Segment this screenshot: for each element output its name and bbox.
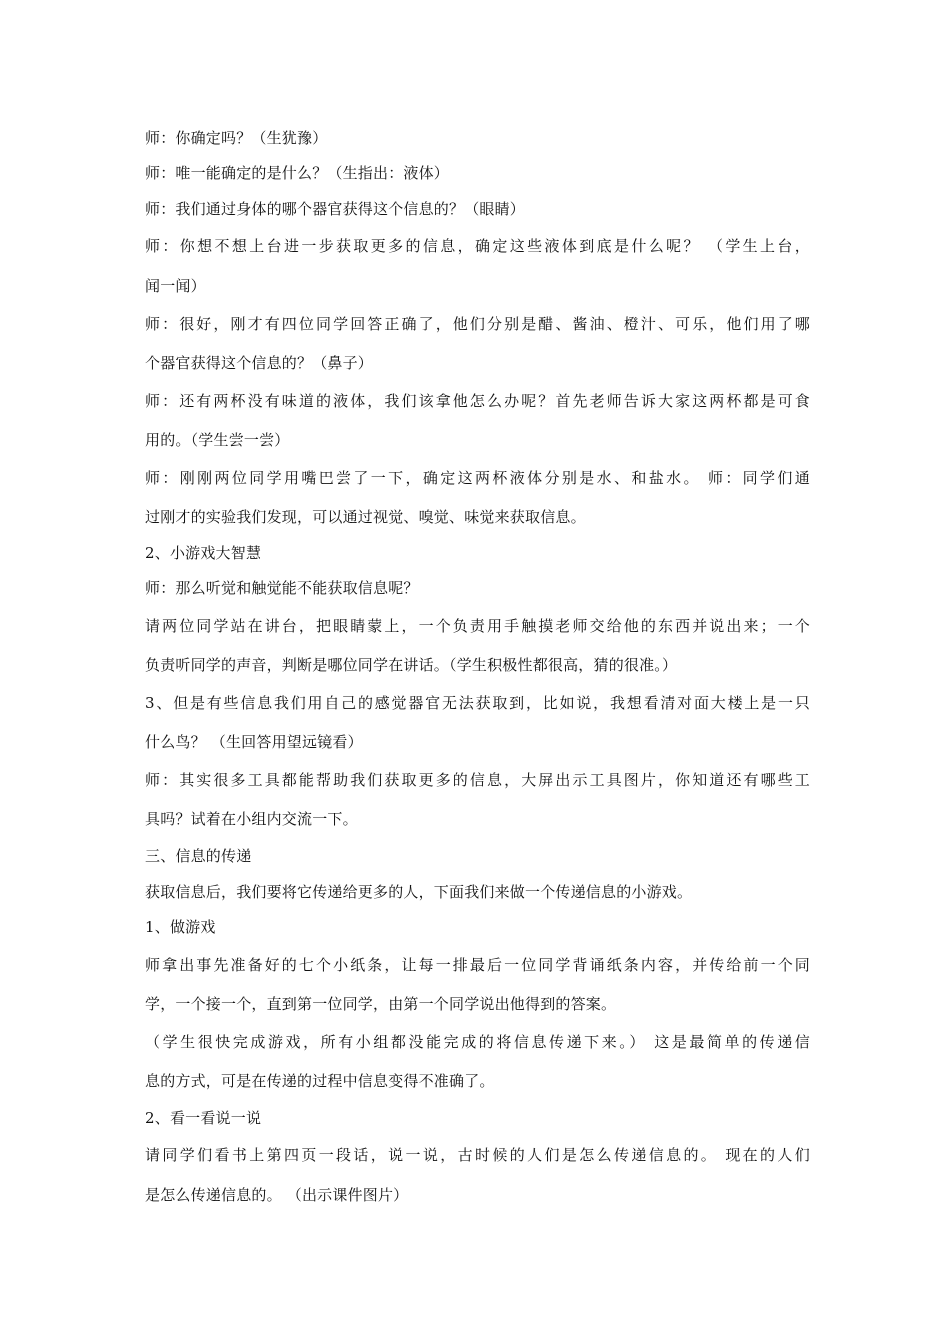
text-line: 师：我们通过身体的哪个器官获得这个信息的？（眼睛） xyxy=(145,200,526,218)
text-line: （学生很快完成游戏，所有小组都没能完成的将信息传递下来。） 这是最简单的传递信 xyxy=(145,1033,810,1051)
text-line: 用的。（学生尝一尝） xyxy=(145,431,290,449)
text-line: 师：那么听觉和触觉能不能获取信息呢？ xyxy=(145,579,419,597)
text-line: 负责听同学的声音，判断是哪位同学在讲话。（学生积极性都很高，猜的很准。） xyxy=(145,656,678,674)
section-heading: 2、小游戏大智慧 xyxy=(145,544,262,562)
text-line: 闻一闻） xyxy=(145,277,206,295)
text-line: 3、但是有些信息我们用自己的感觉器官无法获取到，比如说，我想看清对面大楼上是一只 xyxy=(145,694,810,712)
text-line: 息的方式，可是在传递的过程中信息变得不准确了。 xyxy=(145,1072,495,1090)
section-heading: 1、做游戏 xyxy=(145,918,216,936)
text-line: 学，一个接一个，直到第一位同学，由第一个同学说出他得到的答案。 xyxy=(145,995,617,1013)
text-line: 师：还有两杯没有味道的液体，我们该拿他怎么办呢？首先老师告诉大家这两杯都是可食 xyxy=(145,392,810,410)
text-line: 师拿出事先准备好的七个小纸条，让每一排最后一位同学背诵纸条内容，并传给前一个同 xyxy=(145,956,810,974)
text-line: 请同学们看书上第四页一段话，说一说，古时候的人们是怎么传递信息的。 现在的人们 xyxy=(145,1146,810,1164)
text-line: 什么鸟？ （生回答用望远镜看） xyxy=(145,733,363,751)
text-line: 师：你确定吗？（生犹豫） xyxy=(145,129,328,147)
text-line: 师：很好，刚才有四位同学回答正确了，他们分别是醋、酱油、橙汁、可乐，他们用了哪 xyxy=(145,315,810,333)
text-line: 师：你想不想上台进一步获取更多的信息，确定这些液体到底是什么呢？ （学生上台， xyxy=(145,237,810,255)
text-line: 师：其实很多工具都能帮助我们获取更多的信息，大屏出示工具图片，你知道还有哪些工 xyxy=(145,771,810,789)
text-line: 师：唯一能确定的是什么？（生指出：液体） xyxy=(145,164,450,182)
text-line: 是怎么传递信息的。 （出示课件图片） xyxy=(145,1186,409,1204)
text-line: 请两位同学站在讲台，把眼睛蒙上，一个负责用手触摸老师交给他的东西并说出来；一个 xyxy=(145,617,810,635)
text-line: 过刚才的实验我们发现，可以通过视觉、嗅觉、味觉来获取信息。 xyxy=(145,508,586,526)
section-heading: 三、信息的传递 xyxy=(145,847,252,865)
text-line: 具吗？试着在小组内交流一下。 xyxy=(145,810,358,828)
text-line: 获取信息后，我们要将它传递给更多的人，下面我们来做一个传递信息的小游戏。 xyxy=(145,883,693,901)
section-heading: 2、看一看说一说 xyxy=(145,1109,262,1127)
text-line: 个器官获得这个信息的？（鼻子） xyxy=(145,354,374,372)
text-line: 师：刚刚两位同学用嘴巴尝了一下，确定这两杯液体分别是水、和盐水。 师：同学们通 xyxy=(145,469,810,487)
